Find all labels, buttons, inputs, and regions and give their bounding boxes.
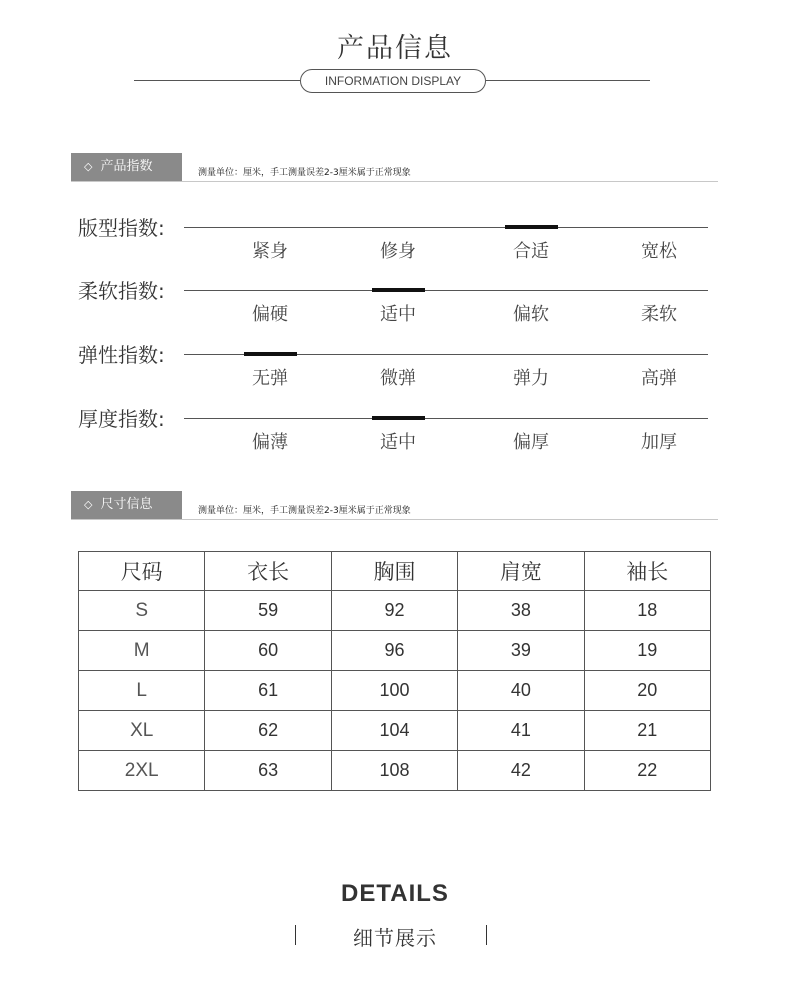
index-selected-marker (372, 416, 425, 420)
table-cell: 21 (584, 711, 710, 751)
index-row-label: 弹性指数: (78, 343, 165, 367)
index-row-label: 版型指数: (78, 216, 165, 240)
header-divider-right (486, 80, 650, 81)
table-row (79, 591, 711, 631)
index-option: 适中 (380, 432, 416, 453)
index-row-label: 厚度指数: (78, 407, 165, 431)
table-cell: 38 (458, 591, 584, 631)
index-option: 弹力 (513, 368, 549, 389)
page-title: 产品信息 (337, 33, 453, 64)
header-subtitle: INFORMATION DISPLAY (300, 69, 486, 93)
table-cell: 104 (331, 711, 457, 751)
table-cell: 42 (458, 751, 584, 791)
header-cell: 衣长 (205, 552, 331, 591)
index-scale-line (184, 418, 708, 419)
table-cell: 22 (584, 751, 710, 791)
index-option: 修身 (380, 241, 416, 262)
index-row-label: 柔软指数: (78, 279, 165, 303)
table-cell: XL (79, 711, 205, 751)
table-cell: 92 (331, 591, 457, 631)
header-cell: 尺码 (79, 552, 205, 591)
table-cell: 41 (458, 711, 584, 751)
table-cell: 59 (205, 591, 331, 631)
table-cell: 20 (584, 671, 710, 711)
index-section-line (71, 181, 718, 182)
index-option: 偏软 (513, 304, 549, 325)
table-cell: 63 (205, 751, 331, 791)
table-row (79, 751, 711, 791)
size-section-line (71, 519, 718, 520)
diamond-icon: ◇ (84, 160, 93, 173)
index-option: 紧身 (252, 241, 288, 262)
diamond-icon: ◇ (84, 498, 93, 511)
table-cell: 62 (205, 711, 331, 751)
index-selected-marker (505, 225, 558, 229)
index-section-note: 测量单位：厘米，手工测量误差2-3厘米属于正常现象 (198, 168, 411, 178)
header-cell: 肩宽 (458, 552, 584, 591)
details-subtitle: 细节展示 (353, 926, 437, 950)
table-cell: 40 (458, 671, 584, 711)
table-cell: S (79, 591, 205, 631)
index-scale-line (184, 227, 708, 228)
table-cell: 100 (331, 671, 457, 711)
header-cell: 胸围 (331, 552, 457, 591)
table-cell: 39 (458, 631, 584, 671)
index-option: 柔软 (641, 304, 677, 325)
table-cell: 2XL (79, 751, 205, 791)
table-cell: M (79, 631, 205, 671)
size-section-label: 尺寸信息 (100, 497, 153, 512)
details-title: DETAILS (341, 880, 449, 907)
table-cell: 108 (331, 751, 457, 791)
table-cell: 18 (584, 591, 710, 631)
size-section-tab (71, 491, 182, 519)
index-selected-marker (372, 288, 425, 292)
index-option: 无弹 (252, 368, 288, 389)
index-option: 宽松 (641, 241, 677, 262)
size-section-note: 测量单位：厘米，手工测量误差2-3厘米属于正常现象 (198, 506, 411, 516)
header-cell: 袖长 (584, 552, 710, 591)
table-cell: 60 (205, 631, 331, 671)
index-option: 适中 (380, 304, 416, 325)
table-cell: 61 (205, 671, 331, 711)
index-section-label: 产品指数 (100, 159, 153, 174)
table-row (79, 711, 711, 751)
index-section-tab (71, 153, 182, 181)
index-option: 加厚 (641, 432, 677, 453)
index-option: 偏厚 (513, 432, 549, 453)
table-row (79, 671, 711, 711)
index-option: 高弹 (641, 368, 677, 389)
size-table (78, 551, 711, 791)
size-table-header (79, 552, 711, 591)
table-cell: 19 (584, 631, 710, 671)
index-scale-line (184, 290, 708, 291)
index-option: 微弹 (380, 368, 416, 389)
index-option: 偏硬 (252, 304, 288, 325)
table-cell: 96 (331, 631, 457, 671)
index-option: 合适 (513, 241, 549, 262)
header-divider-left (134, 80, 300, 81)
index-selected-marker (244, 352, 297, 356)
table-cell: L (79, 671, 205, 711)
table-row (79, 631, 711, 671)
index-option: 偏薄 (252, 432, 288, 453)
